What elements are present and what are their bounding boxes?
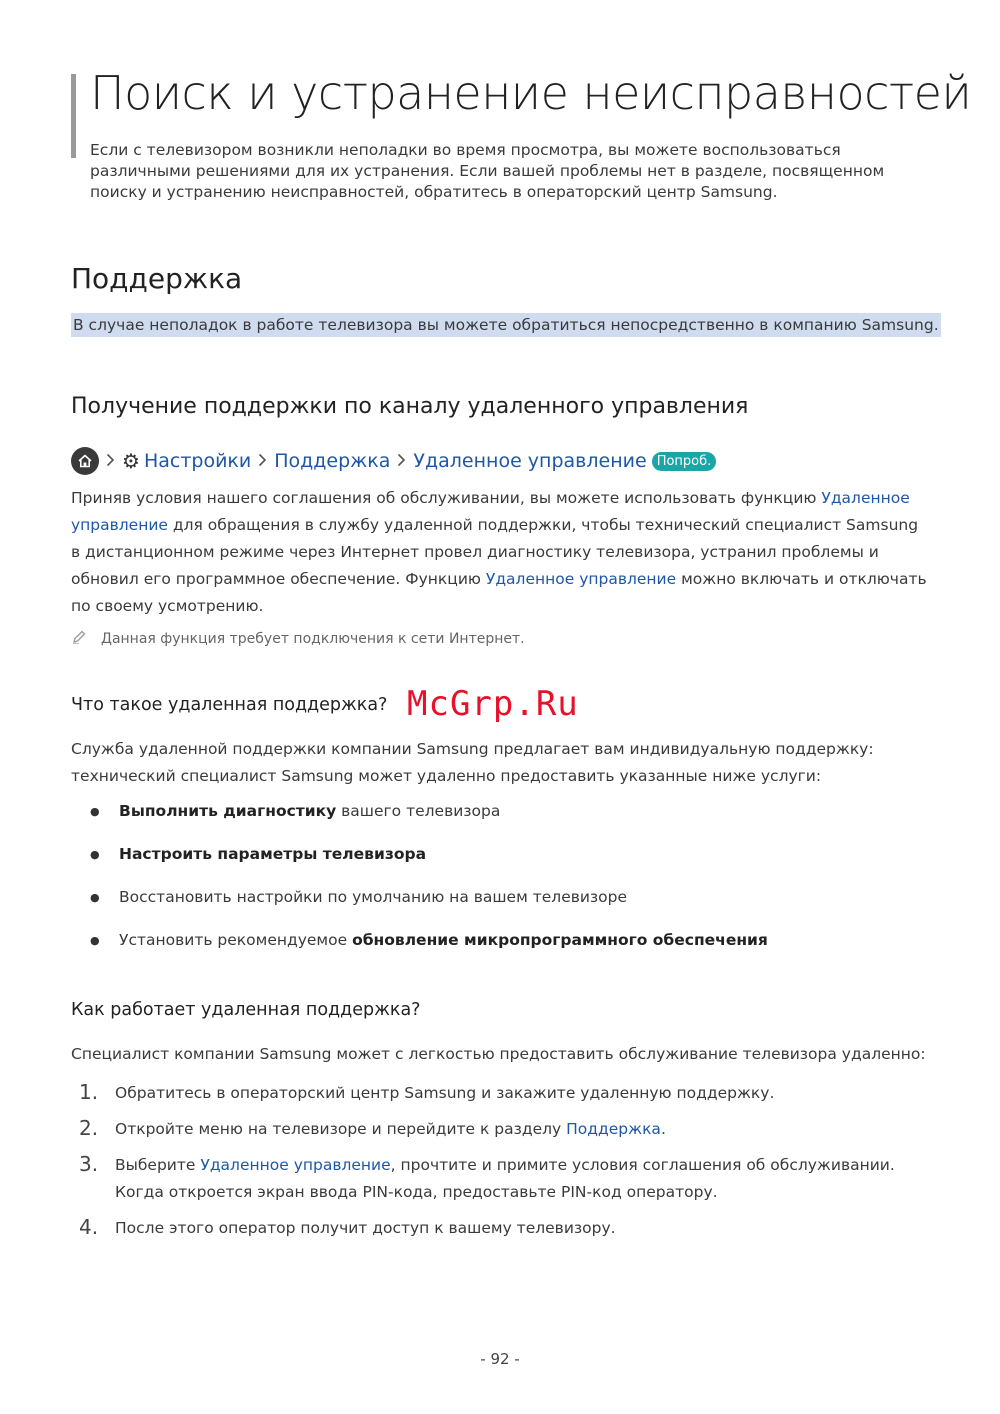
- chevron-right-icon: [397, 451, 406, 472]
- menu-path-settings[interactable]: Настройки: [143, 450, 252, 472]
- chapter-intro: Если с телевизором возникли неполадки во время просмотра, вы можете воспользоваться различными решениями для их устранения. Если вашей проблемы нет в разделе, посвященном поиску и устранению неисправностей, обратитесь в операторский центр Samsung.: [90, 141, 885, 201]
- list-item: ● Установить рекомендуемое обновление микропрограммного обеспечения: [71, 927, 931, 970]
- chevron-right-icon: [258, 451, 267, 472]
- how-remote-support-works-title: Как работает удаленная поддержка?: [71, 1000, 421, 1020]
- home-icon: [71, 447, 99, 475]
- list-item: 2. Откройте меню на телевизоре и перейдите к разделу Поддержка.: [79, 1116, 666, 1140]
- what-is-remote-support-text: Служба удаленной поддержки компании Samsung предлагает вам индивидуальную поддержку: технический специалист Samsung может удаленно предоставить указанные ниже услуги:: [71, 740, 874, 785]
- list-item: 3. Выберите Удаленное управление, прочтите и примите условия соглашения об обслуживании. Когда откроется экран ввода PIN-кода, предоставьте PIN-код оператору.: [79, 1152, 895, 1201]
- subsection-title: Получение поддержки по каналу удаленного управления: [71, 394, 749, 419]
- list-item: 4. После этого оператор получит доступ к вашему телевизору.: [79, 1215, 616, 1239]
- menu-path-support[interactable]: Поддержка: [274, 450, 391, 472]
- gear-icon: ⚙: [122, 449, 140, 473]
- paragraph-text: Приняв условия нашего соглашения об обслуживании, вы можете использовать функцию: [71, 489, 822, 507]
- list-item: 1. Обратитесь в операторский центр Samsung и закажите удаленную поддержку.: [79, 1080, 775, 1104]
- pencil-icon: [71, 629, 101, 649]
- how-remote-support-works-text: Специалист компании Samsung может с легкостью предоставить обслуживание телевизора удаленно:: [71, 1045, 926, 1063]
- menu-path: [71, 446, 716, 476]
- try-now-badge[interactable]: Попроб.: [652, 452, 717, 471]
- list-item: ● Настроить параметры телевизора: [71, 841, 931, 884]
- note: [71, 629, 525, 649]
- chapter-accent-bar: [71, 74, 76, 158]
- watermark-text: McGrp.Ru: [407, 684, 579, 724]
- page-number: - 92 -: [480, 1350, 520, 1368]
- what-is-remote-support-title: Что такое удаленная поддержка?: [71, 695, 388, 715]
- support-link[interactable]: Поддержка: [566, 1120, 661, 1138]
- list-item: ● Восстановить настройки по умолчанию на вашем телевизоре: [71, 884, 931, 927]
- remote-management-link[interactable]: Удаленное управление: [71, 489, 910, 534]
- remote-management-link[interactable]: Удаленное управление: [200, 1156, 391, 1174]
- section-title: Поддержка: [71, 262, 243, 295]
- menu-path-remote-management[interactable]: Удаленное управление: [413, 450, 647, 472]
- chevron-right-icon: [106, 451, 115, 472]
- remote-management-paragraph: [71, 485, 931, 620]
- steps-list: [71, 1080, 931, 1251]
- services-list: [71, 798, 931, 970]
- paragraph-text: для обращения в службу удаленной поддержки, чтобы технический специалист Samsung в дистанционном режиме через Интернет провел диагностику телевизора, устранил проблемы и обновил его программное обеспечение. Функцию: [71, 516, 919, 588]
- note-text: Данная функция требует подключения к сети Интернет.: [101, 631, 525, 647]
- remote-management-link[interactable]: Удаленное управление: [485, 570, 677, 588]
- chapter-title: Поиск и устранение неисправностей: [90, 66, 972, 120]
- list-item: ● Выполнить диагностику вашего телевизора: [71, 798, 931, 841]
- section-lead-highlighted: В случае неполадок в работе телевизора вы можете обратиться непосредственно в компанию Samsung.: [71, 313, 941, 337]
- paragraph-text: можно включать и отключать по своему усмотрению.: [71, 570, 927, 615]
